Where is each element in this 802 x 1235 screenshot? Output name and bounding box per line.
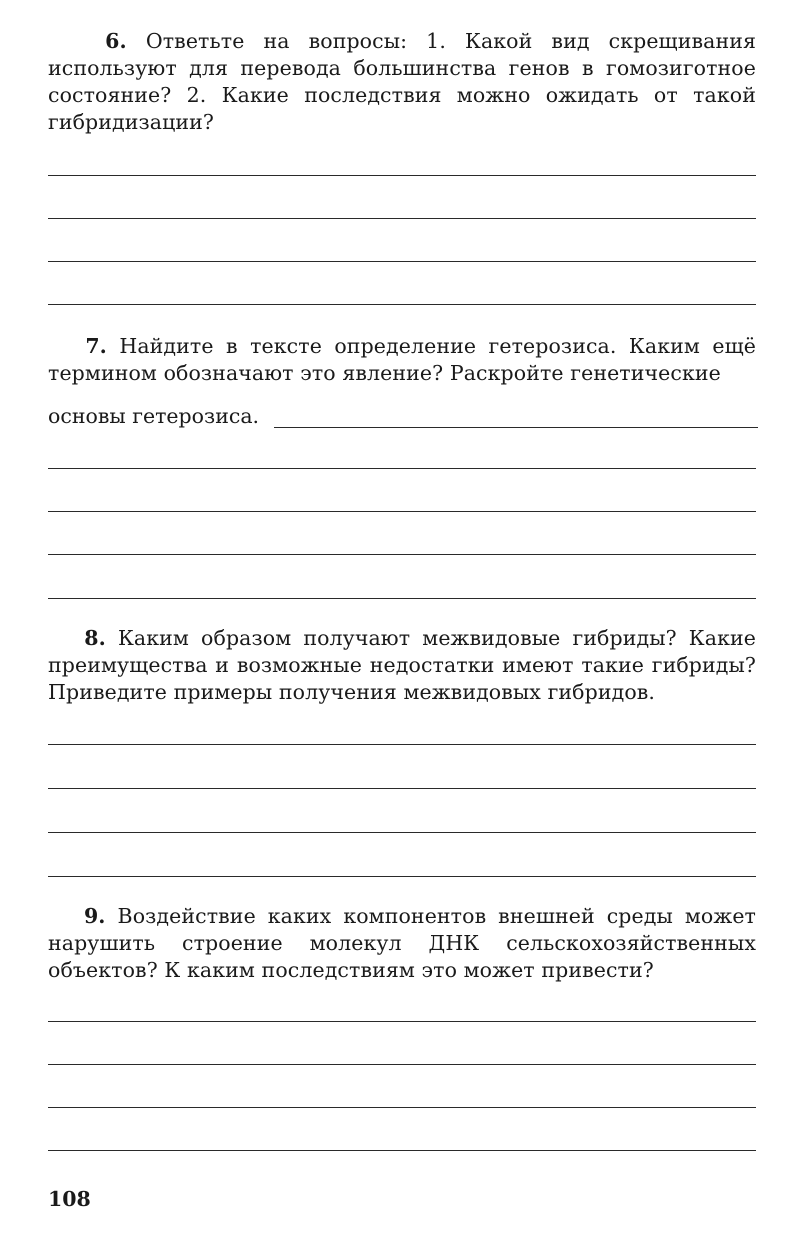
answer-line-9-1[interactable] (48, 1021, 756, 1022)
answer-line-8-4[interactable] (48, 876, 756, 877)
question-7-text: Найдите в тексте определение гетерозиса. Каким ещё термином обозначают это явление? Раскройте генетические (48, 334, 756, 385)
answer-line-6-3[interactable] (48, 261, 756, 262)
question-9-number: 9. (83, 904, 106, 928)
answer-line-7-0[interactable] (274, 427, 758, 428)
answer-line-7-4[interactable] (48, 598, 756, 599)
answer-line-8-3[interactable] (48, 832, 756, 833)
question-7 (48, 333, 756, 387)
question-8-text: Каким образом получают межвидовые гибриды? Какие преимущества и возможные недостатки имеют такие гибриды? Приведите примеры получения межвидовых гибридов. (48, 626, 756, 704)
answer-line-8-2[interactable] (48, 788, 756, 789)
answer-line-8-1[interactable] (48, 744, 756, 745)
page-number: 108 (48, 1187, 91, 1211)
question-9-text: Воздействие каких компонентов внешней среды может нарушить строение молекул ДНК сельскохозяйственных объектов? К каким последствиям это может привести? (48, 904, 756, 982)
answer-line-6-4[interactable] (48, 304, 756, 305)
answer-line-7-2[interactable] (48, 511, 756, 512)
question-9 (48, 903, 756, 984)
question-6-text: Ответьте на вопросы: 1. Какой вид скрещивания используют для перевода большинства генов в гомозиготное состояние? 2. Какие последствия можно ожидать от такой гибридизации? (48, 29, 757, 134)
question-8-number: 8. (84, 626, 106, 650)
answer-line-7-3[interactable] (48, 554, 756, 555)
answer-line-9-2[interactable] (48, 1064, 756, 1065)
answer-line-9-4[interactable] (48, 1150, 756, 1151)
question-8 (48, 625, 756, 706)
answer-line-9-3[interactable] (48, 1107, 756, 1108)
question-7-inline-lead: основы гетерозиса. (48, 404, 260, 428)
question-7-number: 7. (85, 334, 107, 358)
question-6-number: 6. (105, 29, 127, 53)
answer-line-6-2[interactable] (48, 218, 756, 219)
question-7-inline-row (48, 403, 758, 433)
answer-line-6-1[interactable] (48, 175, 756, 176)
answer-line-7-1[interactable] (48, 468, 756, 469)
question-6 (48, 28, 756, 136)
